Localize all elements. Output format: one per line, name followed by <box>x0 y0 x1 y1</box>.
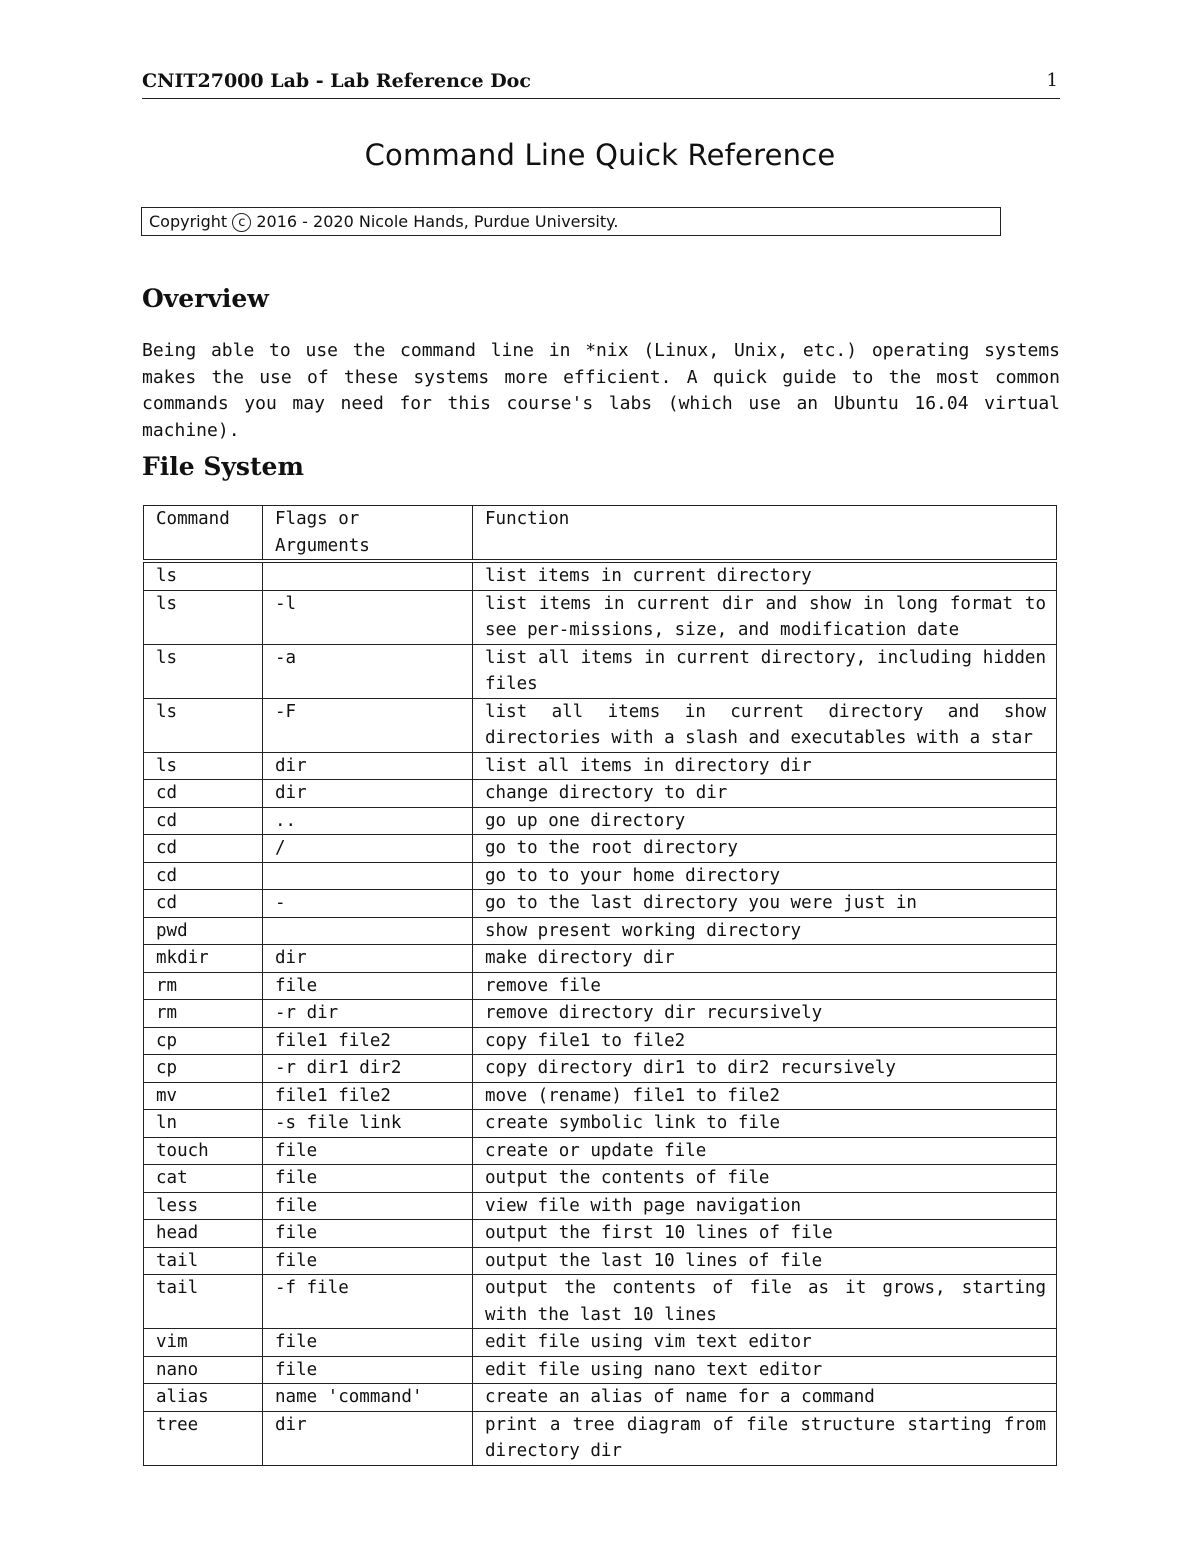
table-row <box>144 590 1057 644</box>
cell-command: ls <box>144 698 263 752</box>
cell-function: view file with page navigation <box>473 1192 1057 1220</box>
cell-command: nano <box>144 1356 263 1384</box>
cell-function: remove file <box>473 972 1057 1000</box>
table-row <box>144 1165 1057 1193</box>
cell-command: tail <box>144 1275 263 1329</box>
cell-flags: -F <box>263 698 473 752</box>
cell-flags: dir <box>263 752 473 780</box>
table-body <box>144 561 1057 1465</box>
cell-flags: file <box>263 1356 473 1384</box>
cell-command: mkdir <box>144 945 263 973</box>
copyright-symbol-icon: c <box>232 213 251 232</box>
cell-command: cp <box>144 1027 263 1055</box>
cell-command: ls <box>144 644 263 698</box>
cell-flags: -a <box>263 644 473 698</box>
cell-function: show present working directory <box>473 917 1057 945</box>
table-row <box>144 835 1057 863</box>
cell-flags: -r dir1 dir2 <box>263 1055 473 1083</box>
table-row <box>144 1027 1057 1055</box>
cell-function: edit file using nano text editor <box>473 1356 1057 1384</box>
cell-flags <box>263 917 473 945</box>
cell-function: move (rename) file1 to file2 <box>473 1082 1057 1110</box>
cell-flags: file <box>263 1192 473 1220</box>
cell-function: create symbolic link to file <box>473 1110 1057 1138</box>
cell-flags: dir <box>263 945 473 973</box>
table-row <box>144 1329 1057 1357</box>
cell-flags: -r dir <box>263 1000 473 1028</box>
cell-flags <box>263 862 473 890</box>
cell-flags: file <box>263 1220 473 1248</box>
table-row <box>144 917 1057 945</box>
cell-function: output the contents of file <box>473 1165 1057 1193</box>
table-header-row <box>144 506 1057 562</box>
table-row <box>144 780 1057 808</box>
table-row <box>144 1220 1057 1248</box>
cell-function: list items in current dir and show in long format to see per-missions, size, and modification date <box>473 590 1057 644</box>
cell-function: go to to your home directory <box>473 862 1057 890</box>
running-header <box>142 70 1060 99</box>
table-row <box>144 561 1057 590</box>
table-row <box>144 1082 1057 1110</box>
cell-function: output the contents of file as it grows, starting with the last 10 lines <box>473 1275 1057 1329</box>
table-row <box>144 972 1057 1000</box>
copyright-prefix: Copyright <box>149 212 228 231</box>
cell-function: go to the last directory you were just in <box>473 890 1057 918</box>
table-row <box>144 1192 1057 1220</box>
cell-flags: -s file link <box>263 1110 473 1138</box>
cell-command: vim <box>144 1329 263 1357</box>
cell-command: cd <box>144 835 263 863</box>
cell-flags: file1 file2 <box>263 1082 473 1110</box>
page-number: 1 <box>1046 70 1058 91</box>
cell-command: ln <box>144 1110 263 1138</box>
table-row <box>144 752 1057 780</box>
table-row <box>144 1247 1057 1275</box>
table-row <box>144 644 1057 698</box>
cell-command: cd <box>144 780 263 808</box>
cell-function: copy directory dir1 to dir2 recursively <box>473 1055 1057 1083</box>
cell-flags: -f file <box>263 1275 473 1329</box>
cell-flags: - <box>263 890 473 918</box>
file-system-table <box>143 505 1057 1466</box>
document-title: Command Line Quick Reference <box>364 138 836 172</box>
header-title: CNIT27000 Lab - Lab Reference Doc <box>142 70 531 92</box>
cell-flags: file <box>263 972 473 1000</box>
cell-flags: file1 file2 <box>263 1027 473 1055</box>
table-row <box>144 1384 1057 1412</box>
table-row <box>144 807 1057 835</box>
cell-flags: -l <box>263 590 473 644</box>
cell-command: cat <box>144 1165 263 1193</box>
cell-function: create an alias of name for a command <box>473 1384 1057 1412</box>
cell-command: cd <box>144 807 263 835</box>
table-row <box>144 1137 1057 1165</box>
cell-command: tail <box>144 1247 263 1275</box>
cell-command: rm <box>144 972 263 1000</box>
cell-flags: / <box>263 835 473 863</box>
cell-flags: file <box>263 1329 473 1357</box>
cell-function: change directory to dir <box>473 780 1057 808</box>
overview-heading: Overview <box>142 284 269 313</box>
cell-command: head <box>144 1220 263 1248</box>
copyright-box <box>141 207 1001 236</box>
cell-function: list items in current directory <box>473 561 1057 590</box>
cell-command: pwd <box>144 917 263 945</box>
table-row <box>144 1411 1057 1465</box>
table-row <box>144 1055 1057 1083</box>
cell-function: print a tree diagram of file structure starting from directory dir <box>473 1411 1057 1465</box>
column-header-command: Command <box>144 506 263 562</box>
column-header-function: Function <box>473 506 1057 562</box>
cell-flags: file <box>263 1247 473 1275</box>
cell-command: cp <box>144 1055 263 1083</box>
cell-function: list all items in current directory and show directories with a slash and executables with a star <box>473 698 1057 752</box>
cell-flags: dir <box>263 780 473 808</box>
file-system-heading: File System <box>142 452 304 481</box>
cell-function: list all items in directory dir <box>473 752 1057 780</box>
table-row <box>144 890 1057 918</box>
copyright-text: 2016 - 2020 Nicole Hands, Purdue University. <box>256 212 619 231</box>
table-row <box>144 862 1057 890</box>
cell-flags: dir <box>263 1411 473 1465</box>
table-row <box>144 945 1057 973</box>
table-row <box>144 698 1057 752</box>
cell-function: edit file using vim text editor <box>473 1329 1057 1357</box>
cell-command: tree <box>144 1411 263 1465</box>
cell-function: go up one directory <box>473 807 1057 835</box>
table-row <box>144 1110 1057 1138</box>
cell-flags: .. <box>263 807 473 835</box>
cell-command: ls <box>144 561 263 590</box>
column-header-flags: Flags or Arguments <box>263 506 473 562</box>
cell-command: less <box>144 1192 263 1220</box>
table-row <box>144 1356 1057 1384</box>
cell-function: make directory dir <box>473 945 1057 973</box>
cell-command: rm <box>144 1000 263 1028</box>
cell-function: output the last 10 lines of file <box>473 1247 1057 1275</box>
overview-paragraph: Being able to use the command line in *nix (Linux, Unix, etc.) operating systems makes the use of these systems more efficient. A quick guide to the most common commands you may need for this course's labs (which use an Ubuntu 16.04 virtual machine). <box>142 340 1060 441</box>
cell-command: touch <box>144 1137 263 1165</box>
cell-function: list all items in current directory, including hidden files <box>473 644 1057 698</box>
cell-command: alias <box>144 1384 263 1412</box>
cell-function: remove directory dir recursively <box>473 1000 1057 1028</box>
cell-function: copy file1 to file2 <box>473 1027 1057 1055</box>
cell-flags: file <box>263 1165 473 1193</box>
cell-flags: file <box>263 1137 473 1165</box>
table-row <box>144 1275 1057 1329</box>
cell-command: ls <box>144 590 263 644</box>
cell-function: go to the root directory <box>473 835 1057 863</box>
cell-command: mv <box>144 1082 263 1110</box>
cell-command: cd <box>144 890 263 918</box>
cell-function: create or update file <box>473 1137 1057 1165</box>
cell-flags: name 'command' <box>263 1384 473 1412</box>
cell-command: ls <box>144 752 263 780</box>
cell-function: output the first 10 lines of file <box>473 1220 1057 1248</box>
table-row <box>144 1000 1057 1028</box>
cell-flags <box>263 561 473 590</box>
cell-command: cd <box>144 862 263 890</box>
